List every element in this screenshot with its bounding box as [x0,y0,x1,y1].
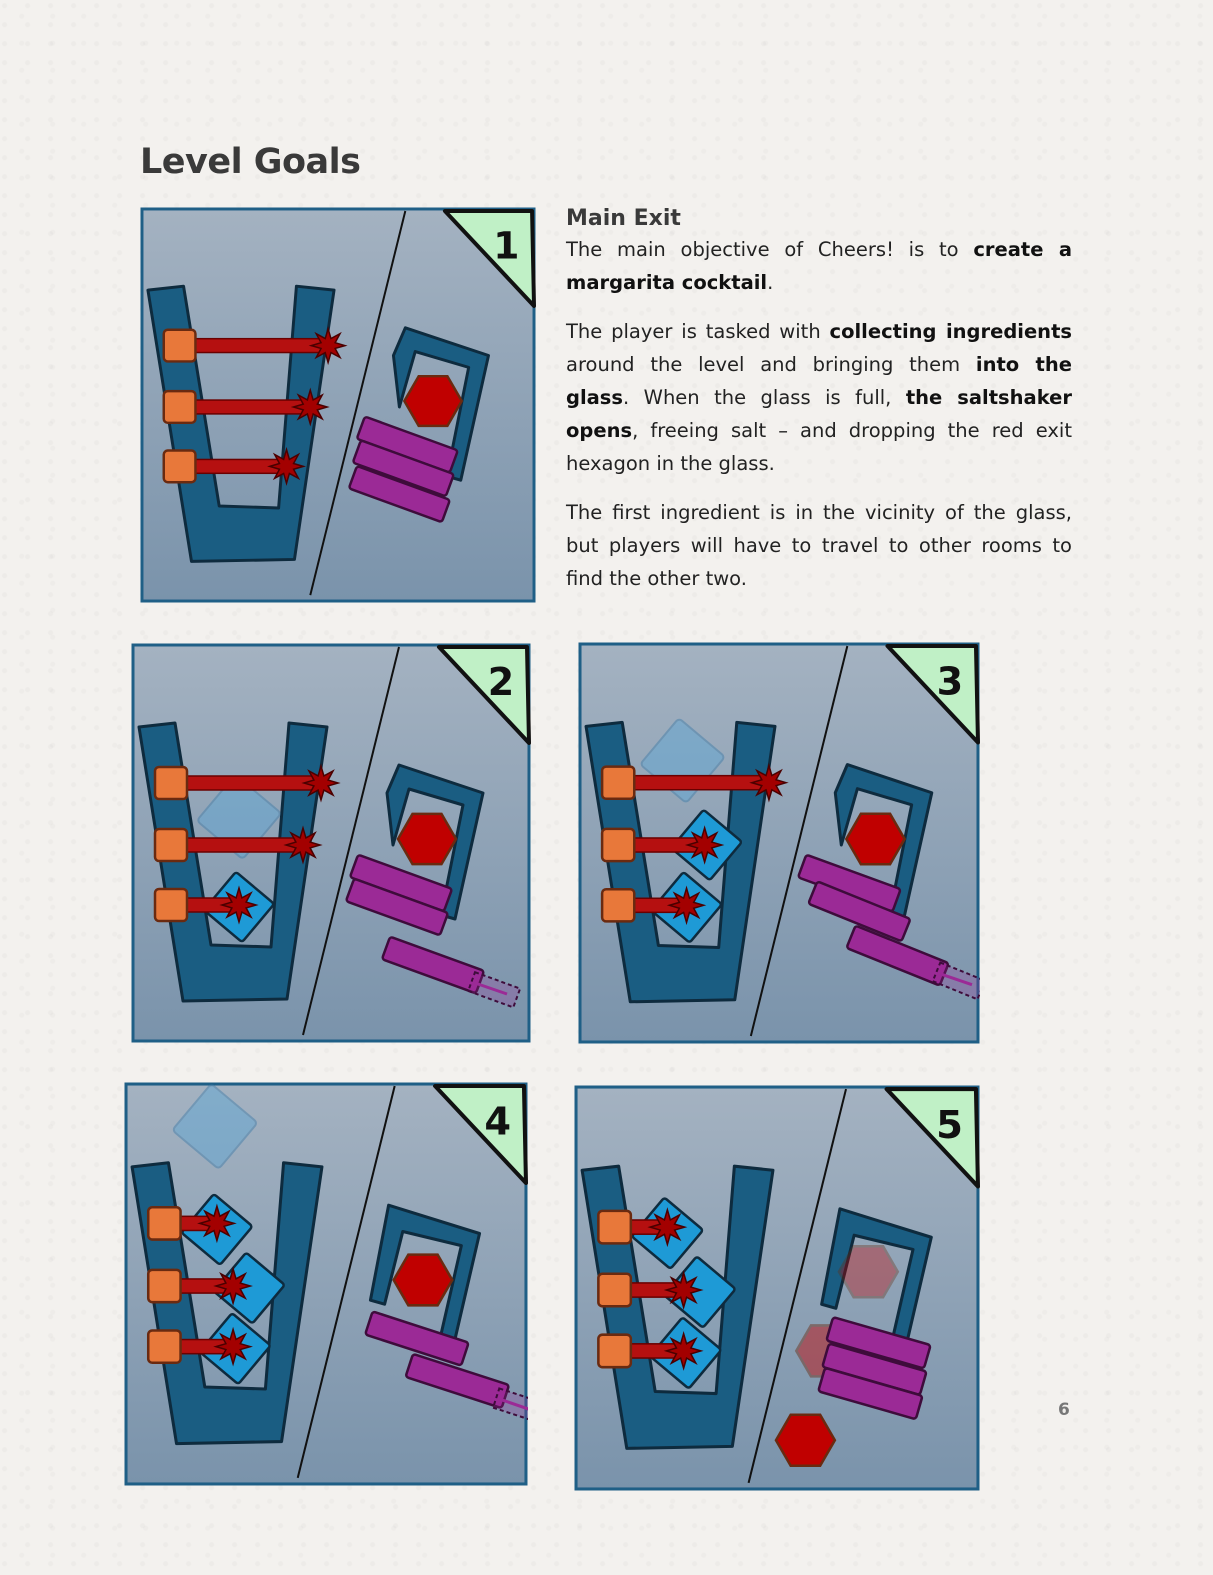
laser-emitter [148,1330,180,1362]
bold-text: collecting ingredients [829,320,1072,343]
laser-beam [628,776,769,790]
laser-impact [270,450,304,484]
bold-text: into the glass [566,353,1072,409]
laser-emitter [155,889,187,921]
bold-text: create a margarita cocktail [566,238,1072,294]
section-title: Main Exit [566,206,681,231]
panel-number: 5 [936,1102,963,1148]
laser-emitter [148,1270,180,1302]
panel-3-svg [578,640,980,1046]
laser-emitter [602,767,634,799]
panel-3-illustration [578,640,980,1046]
laser-impact [669,888,703,922]
text-run: , freeing salt – and dropping the red exit hexagon in the glass. [566,419,1072,475]
panel-5-illustration [574,1084,980,1492]
laser-impact [666,1273,701,1308]
panel-number: 1 [493,223,520,268]
bold-text: the saltshaker opens [566,386,1072,442]
laser-impact [216,1269,250,1303]
text-column [566,206,1072,611]
laser-emitter [602,889,634,921]
panel-1-svg [140,206,536,604]
paragraph-3 [566,496,1072,595]
laser-emitter [164,451,196,483]
laser-impact [200,1206,234,1240]
laser-impact [688,828,722,862]
laser-impact [304,766,338,800]
panel-2-illustration [131,640,531,1046]
text-run: . [767,271,774,294]
laser-emitter [164,330,196,362]
laser-impact [222,888,256,922]
laser-impact [650,1210,685,1245]
laser-impact [311,329,345,363]
laser-emitter [164,391,196,423]
panel-4-svg [124,1080,528,1488]
panel-number: 4 [484,1099,512,1145]
panel-2-svg [131,640,531,1046]
panel-1-illustration [140,206,536,604]
laser-emitter [598,1274,630,1306]
laser-impact [293,390,327,424]
laser-emitter [602,829,634,861]
paragraph-2 [566,315,1072,480]
laser-emitter [598,1211,630,1243]
laser-emitter [598,1335,630,1367]
laser-beam [181,776,321,790]
laser-impact [286,828,320,862]
text-run: The main objective of Cheers! is to [566,238,974,261]
page-heading: Level Goals [140,142,361,182]
laser-emitter [155,767,187,799]
text-run: . When the glass is full, [623,386,906,409]
panel-5-svg [574,1084,980,1492]
laser-impact [216,1329,250,1363]
panel-4-illustration [124,1080,528,1488]
laser-emitter [155,829,187,861]
panel-number: 2 [487,660,515,704]
laser-beam [190,339,329,353]
panel-number: 3 [936,660,964,705]
laser-impact [666,1334,701,1369]
paragraph-1 [566,233,1072,299]
text-run: The player is tasked with [566,320,830,343]
laser-impact [752,766,786,800]
laser-emitter [148,1207,180,1239]
text-run: The first ingredient is in the vicinity of the glass, but players will have to travel to other rooms to find the other two. [566,501,1072,590]
page-number: 6 [1058,1400,1070,1420]
text-run: around the level and bringing them [566,353,976,376]
